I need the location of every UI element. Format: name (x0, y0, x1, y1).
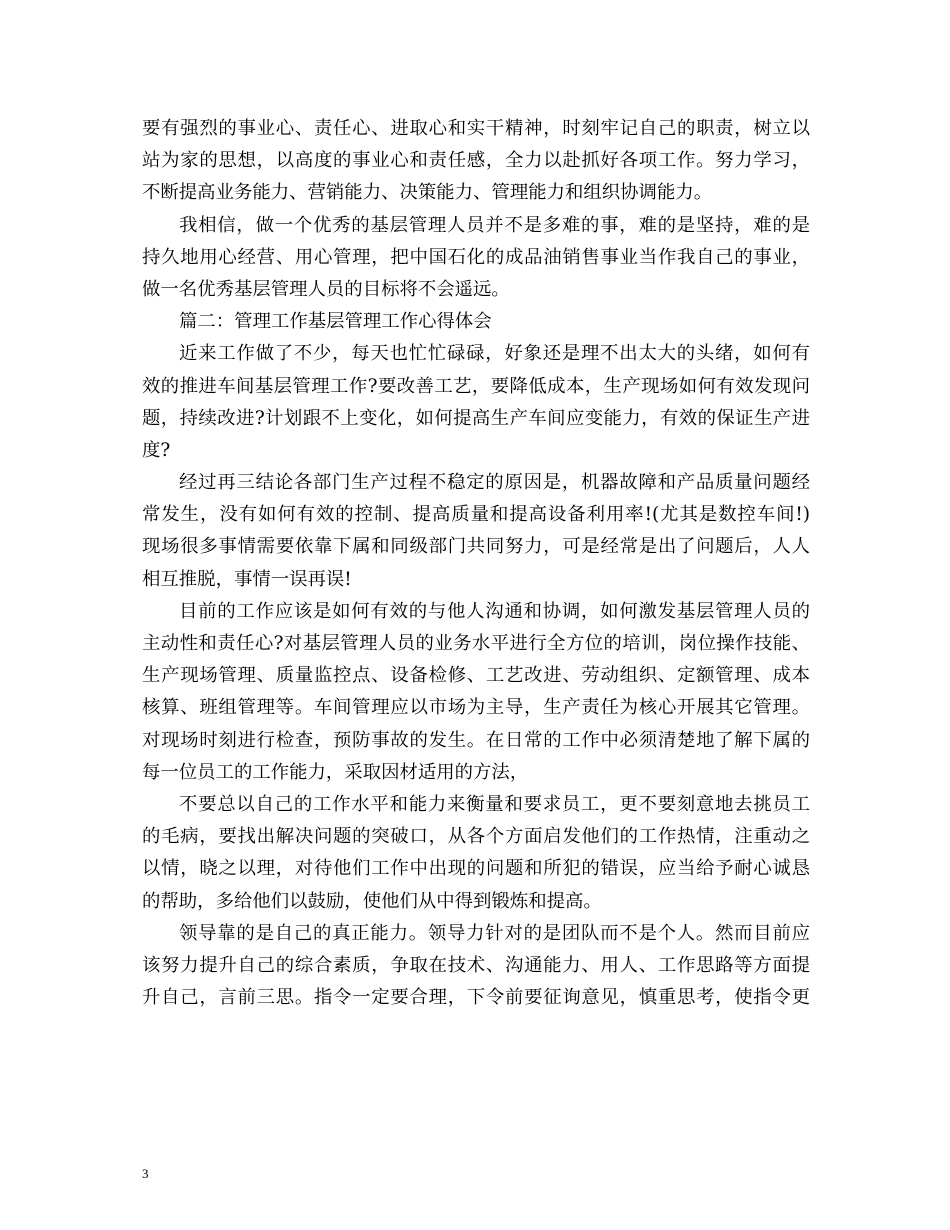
text-line: 我相信，做一个优秀的基层管理人员并不是多难的事，难的是坚持，难的是 (179, 214, 810, 236)
text-line: 站为家的思想，以高度的事业心和责任感，全力以赴抓好各项工作。努力学习， (142, 150, 810, 172)
text-line: 度? (142, 439, 171, 461)
text-line: 做一名优秀基层管理人员的目标将不会遥远。 (142, 278, 510, 300)
text-line: 近来工作做了不少，每天也忙忙碌碌，好象还是理不出太大的头绪，如何有 (179, 343, 810, 365)
text-line: 现场很多事情需要依靠下属和同级部门共同努力，可是经常是出了问题后，人人 (142, 536, 810, 558)
text-line: 效的推进车间基层管理工作?要改善工艺，要降低成本，生产现场如何有效发现问 (142, 375, 810, 397)
text-line: 的毛病，要找出解决问题的突破口，从各个方面启发他们的工作热情，注重动之 (142, 826, 810, 848)
text-line: 题，持续改进?计划跟不上变化，如何提高生产车间应变能力，有效的保证生产进 (142, 407, 810, 429)
paragraph (142, 210, 810, 307)
text-line: 领导靠的是自己的真正能力。领导力针对的是团队而不是个人。然而目前应 (179, 922, 810, 944)
text-line: 常发生，没有如何有效的控制、提高质量和提高设备利用率!(尤其是数控车间!) (142, 504, 810, 526)
document-body (142, 113, 810, 1014)
text-line: 相互推脱，事情一误再误! (142, 568, 352, 590)
text-line: 升自己，言前三思。指令一定要合理，下令前要征询意见，慎重思考，使指令更 (142, 987, 810, 1009)
paragraph (142, 113, 810, 210)
text-line: 持久地用心经营、用心管理，把中国石化的成品油销售事业当作我自己的事业， (142, 246, 810, 268)
text-line: 篇二：管理工作基层管理工作心得体会 (179, 311, 492, 333)
text-line: 核算、班组管理等。车间管理应以市场为主导，生产责任为核心开展其它管理。 (142, 697, 810, 719)
paragraph (142, 918, 810, 1015)
paragraph (142, 596, 810, 789)
paragraph (142, 338, 810, 467)
text-line: 的帮助，多给他们以鼓励，使他们从中得到锻炼和提高。 (142, 890, 602, 912)
text-line: 不要总以自己的工作水平和能力来衡量和要求员工，更不要刻意地去挑员工 (179, 793, 810, 815)
text-line: 每一位员工的工作能力，采取因材适用的方法， (142, 761, 529, 783)
text-line: 主动性和责任心?对基层管理人员的业务水平进行全方位的培训，岗位操作技能、 (142, 633, 810, 654)
text-line: 经过再三结论各部门生产过程不稳定的原因是，机器故障和产品质量问题经 (179, 472, 810, 494)
paragraph (142, 306, 810, 338)
text-line: 要有强烈的事业心、责任心、进取心和实干精神，时刻牢记自己的职责，树立以 (142, 118, 810, 139)
text-line: 对现场时刻进行检查，预防事故的发生。在日常的工作中必须清楚地了解下属的 (142, 729, 810, 751)
text-line: 生产现场管理、质量监控点、设备检修、工艺改进、劳动组织、定额管理、成本 (142, 665, 810, 687)
text-line: 该努力提升自己的综合素质，争取在技术、沟通能力、用人、工作思路等方面提 (142, 954, 810, 976)
text-line: 目前的工作应该是如何有效的与他人沟通和协调，如何激发基层管理人员的 (179, 600, 810, 622)
text-line: 以情，晓之以理，对待他们工作中出现的问题和所犯的错误，应当给予耐心诚恳 (142, 858, 810, 880)
paragraph (142, 789, 810, 918)
page-number: 3 (142, 1166, 149, 1181)
text-line: 不断提高业务能力、营销能力、决策能力、管理能力和组织协调能力。 (142, 182, 713, 204)
paragraph (142, 467, 810, 596)
